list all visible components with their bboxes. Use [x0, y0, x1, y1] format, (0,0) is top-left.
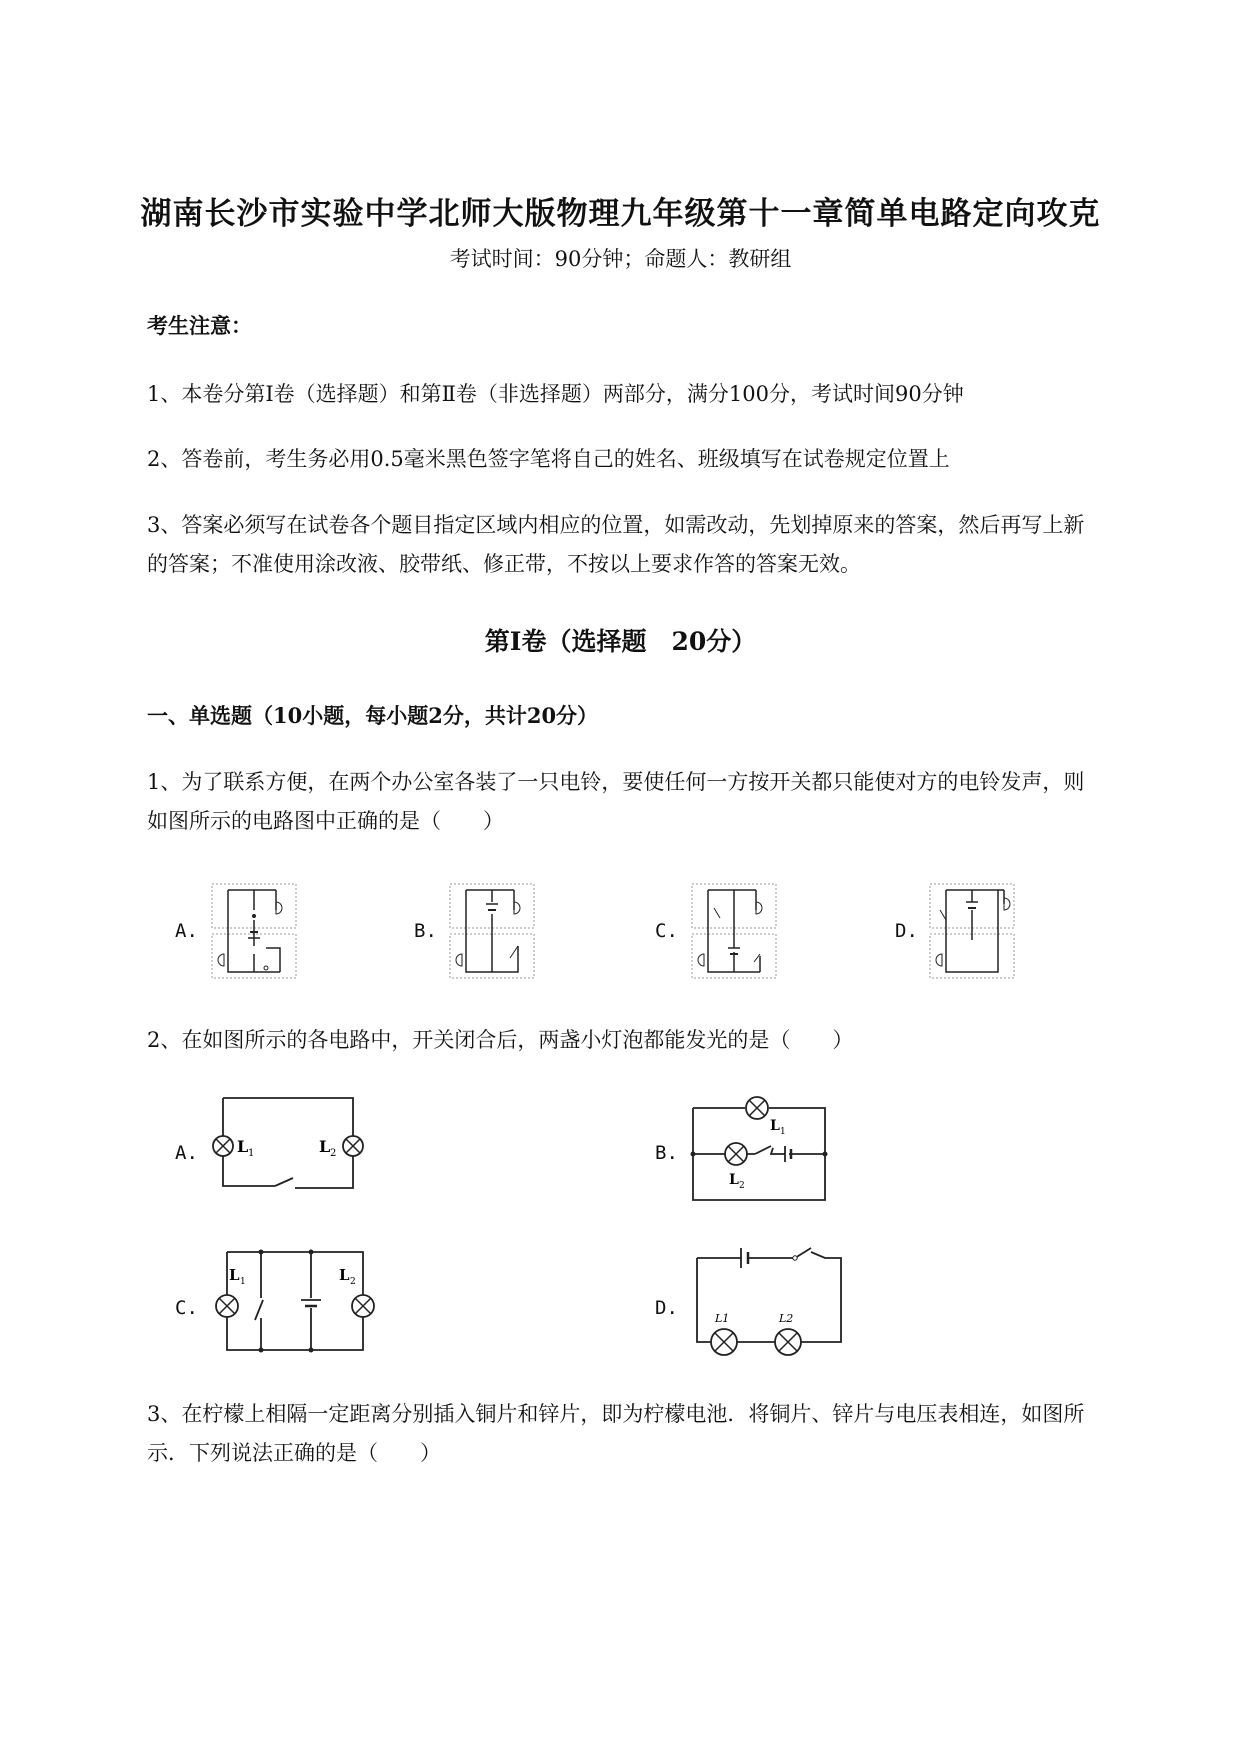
q2c-l2-label: L [339, 1266, 350, 1284]
q2a-l2-sub: 2 [330, 1148, 337, 1159]
notice-heading: 考生注意： [147, 313, 252, 338]
q2c-l1-sub: 1 [240, 1277, 246, 1287]
notice-item-2: 2、答卷前，考生务必用0.5毫米黑色签字笔将自己的姓名、班级填写在试卷规定位置上 [147, 447, 950, 471]
q2a-l1-sub: 1 [248, 1148, 255, 1159]
q2b-l1-label: L [770, 1118, 780, 1134]
q1-circuit-d [928, 880, 1018, 980]
q1-option-d-label: D. [895, 920, 918, 942]
q2-circuit-b [685, 1088, 835, 1208]
q2b-l1-sub: 1 [780, 1127, 786, 1137]
q1-circuit-c [690, 880, 780, 980]
q1-option-a-label: A. [175, 920, 198, 942]
q2-circuit-d [685, 1238, 845, 1358]
q2-circuit-c [205, 1238, 380, 1358]
q2b-l2-label: L [729, 1172, 739, 1188]
q2-circuit-a [205, 1090, 370, 1205]
q2-option-d-label: D. [655, 1297, 678, 1319]
q2-option-b-label: B. [655, 1142, 678, 1164]
q2-option-a-label: A. [175, 1142, 198, 1164]
q2a-l2-label: L [319, 1137, 331, 1156]
q1-option-b-label: B. [414, 920, 437, 942]
q2c-l1-label: L [229, 1266, 240, 1284]
q2d-l2-label: L2 [779, 1312, 794, 1325]
section-title: 第Ⅰ卷（选择题 20分） [484, 627, 757, 656]
q2-option-c-label: C. [175, 1297, 198, 1319]
q2c-l2-sub: 2 [350, 1277, 356, 1287]
notice-item-1: 1、本卷分第Ⅰ卷（选择题）和第Ⅱ卷（非选择题）两部分，满分100分，考试时间90分钟 [147, 382, 964, 406]
q2b-l2-sub: 2 [739, 1181, 745, 1191]
q2a-l1-label: L [237, 1137, 249, 1156]
q1-circuit-a [210, 880, 300, 980]
q1-circuit-b [448, 880, 538, 980]
question-3-line-2: 示．下列说法正确的是（ ） [147, 1441, 441, 1465]
exam-info: 考试时间：90分钟；命题人：教研组 [449, 247, 792, 271]
q1-option-c-label: C. [655, 920, 678, 942]
part-heading: 一、单选题（10小题，每小题2分，共计20分） [147, 703, 599, 728]
question-1-line-1: 1、为了联系方便，在两个办公室各装了一只电铃，要使任何一方按开关都只能使对方的电铃发声，则 [147, 770, 1085, 794]
question-1-line-2: 如图所示的电路图中正确的是（ ） [147, 809, 504, 833]
notice-item-3-cont: 的答案；不准使用涂改液、胶带纸、修正带，不按以上要求作答的答案无效。 [147, 552, 861, 576]
question-3-line-1: 3、在柠檬上相隔一定距离分别插入铜片和锌片，即为柠檬电池．将铜片、锌片与电压表相连，如图所 [147, 1402, 1085, 1426]
page-title: 湖南长沙市实验中学北师大版物理九年级第十一章简单电路定向攻克 [140, 196, 1101, 232]
question-2-line-1: 2、在如图所示的各电路中，开关闭合后，两盏小灯泡都能发光的是（ ） [147, 1028, 854, 1052]
q2d-l1-label: L1 [715, 1312, 730, 1325]
notice-item-3: 3、答案必须写在试卷各个题目指定区域内相应的位置，如需改动，先划掉原来的答案，然后再写上新 [147, 513, 1085, 537]
